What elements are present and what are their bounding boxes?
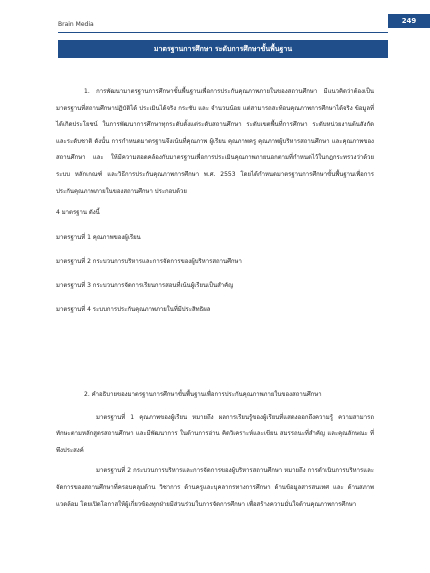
definition-item: มาตรฐานที่ 1 คุณภาพของผู้เรียน หมายถึง ผลการเรียนรู้ของผู้เรียนที่แสดงออกถึงความรู้ ความสามารถ ทักษะตามหลักสูตรสถานศึกษา และมีพัฒนาการ ในด้านการอ่าน คิดวิเคราะห์และเขียน สมรรถนะที่สำคัญ และคุณลักษณะ ที่พึงประสงค์ [56, 413, 374, 454]
page-title: มาตรฐานการศึกษา ระดับการศึกษาขั้นพื้นฐาน [58, 40, 388, 58]
section-1-paragraph: 1. การพัฒนามาตรฐานการศึกษาขั้นพื้นฐานเพื่อการประกันคุณภาพภายในของสถานศึกษา มีแนวคิดว่าต้องเป็นมาตรฐานที่สถานศึกษาปฏิบัติได้ ประเมินได้จริง กระชับ และ จำนวนน้อย แต่สามารถสะท้อนคุณภาพการศึกษาได้จริง ข้อมูลที่ได้เกิดประโยชน์ ในการพัฒนาการศึกษาทุกระดับตั้งแต่ระดับสถานศึกษา ระดับเขตพื้นที่การศึกษา ระดับหน่วยงานต้นสังกัด และระดับชาติ ดังนั้น การกำหนดมาตรฐานจึงเน้นที่คุณภาพ ผู้เรียน คุณภาพครู คุณภาพผู้บริหารสถานศึกษา และคุณภาพของสถานศึกษา และ ให้มีความสอดคล้องกับมาตรฐานเพื่อการประเมินคุณภาพภายนอกตามที่กำหนดไว้ในกฎกระทรวงว่าด้วยระบบ หลักเกณฑ์ และวิธีการประกันคุณภาพการศึกษา พ.ศ. 2553 โดยได้กำหนดมาตรฐานการศึกษาขั้นพื้นฐานเพื่อการประกันคุณภาพภายในของสถานศึกษา ประกอบด้วย [56, 88, 374, 195]
page-number-badge: 249 [388, 14, 430, 28]
section-2-heading: 2. คำอธิบายของมาตรฐานการศึกษาขั้นพื้นฐานเพื่อการประกันคุณภาพภายในของสถานศึกษา [84, 391, 322, 398]
section-1 [56, 84, 374, 326]
standard-item: มาตรฐานที่ 4 ระบบการประกันคุณภาพภายในที่มีประสิทธิผล [56, 305, 211, 313]
standards-count: 4 มาตรฐาน ดังนี้ [56, 209, 100, 217]
standard-item: มาตรฐานที่ 3 กระบวนการจัดการเรียนการสอนที่เน้นผู้เรียนเป็นสำคัญ [56, 281, 234, 289]
standard-item: มาตรฐานที่ 1 คุณภาพของผู้เรียน [56, 233, 141, 241]
header-divider [58, 32, 388, 33]
standard-item: มาตรฐานที่ 2 กระบวนการบริหารและการจัดการของผู้บริหารสถานศึกษา [56, 257, 242, 265]
definition-item: มาตรฐานที่ 2 กระบวนการบริหารและการจัดการของผู้บริหารสถานศึกษา หมายถึง การดำเนินการบริหารและจัดการของสถานศึกษาที่ครอบคลุมด้าน วิชาการ ด้านครูและบุคลากรทางการศึกษา ด้านข้อมูลสารสนเทศ และ ด้านสภาพแวดล้อม โดยเปิดโอกาสให้ผู้เกี่ยวข้องทุกฝ่ายมีส่วนร่วมในการจัดการศึกษา เพื่อสร้างความมั่นใจด้านคุณภาพการศึกษา [56, 467, 374, 508]
section-2 [56, 387, 374, 513]
publisher-label: Brain Media [58, 21, 94, 28]
